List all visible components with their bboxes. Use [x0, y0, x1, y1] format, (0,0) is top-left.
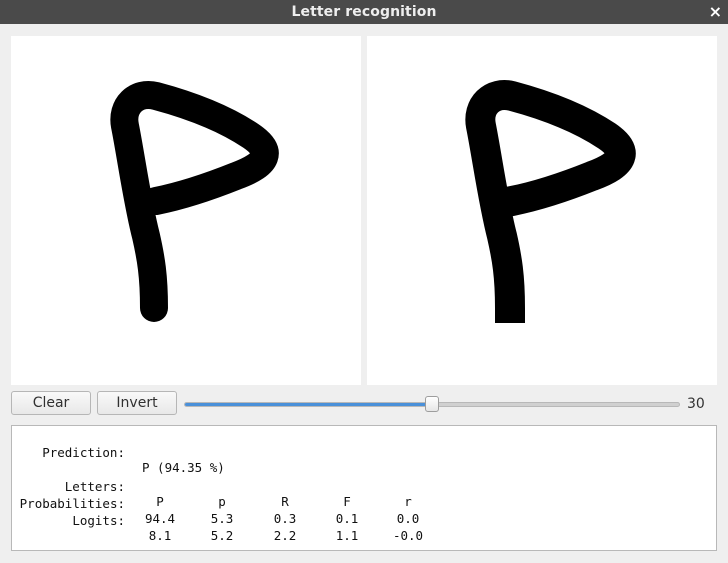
prediction-label: Prediction: — [42, 445, 125, 460]
prediction-value: P (94.35 %) — [142, 460, 225, 475]
clear-button[interactable]: Clear — [11, 391, 91, 415]
probability-cell: 94.4 — [144, 511, 176, 526]
logit-cell: 2.2 — [273, 528, 297, 543]
letter-cell: R — [281, 494, 289, 509]
logit-cell: 8.1 — [148, 528, 172, 543]
letter-cell: F — [343, 494, 351, 509]
letter-cell: p — [218, 494, 226, 509]
letter-cell: P — [156, 494, 164, 509]
probability-cell: 0.1 — [335, 511, 359, 526]
slider-value: 30 — [687, 396, 705, 412]
processed-canvas — [367, 36, 717, 385]
output-panel — [11, 425, 717, 551]
title-bar — [0, 0, 728, 24]
logits-label: Logits: — [72, 513, 125, 528]
probability-cell: 0.3 — [273, 511, 297, 526]
invert-button[interactable]: Invert — [97, 391, 177, 415]
drawn-letter-stroke — [11, 36, 361, 385]
logit-cell: 1.1 — [335, 528, 359, 543]
probability-cell: 0.0 — [396, 511, 420, 526]
slider-handle[interactable] — [425, 396, 439, 412]
probabilities-label: Probabilities: — [19, 496, 125, 511]
logit-cell: -0.0 — [392, 528, 424, 543]
letter-cell: r — [404, 494, 412, 509]
close-icon[interactable]: × — [708, 2, 722, 21]
probability-cell: 5.3 — [210, 511, 234, 526]
slider-fill — [185, 403, 433, 406]
logit-cell: 5.2 — [210, 528, 234, 543]
processed-letter-stroke — [367, 36, 717, 385]
window-title: Letter recognition — [291, 4, 437, 20]
drawing-canvas[interactable] — [11, 36, 361, 385]
letters-label: Letters: — [64, 479, 125, 494]
